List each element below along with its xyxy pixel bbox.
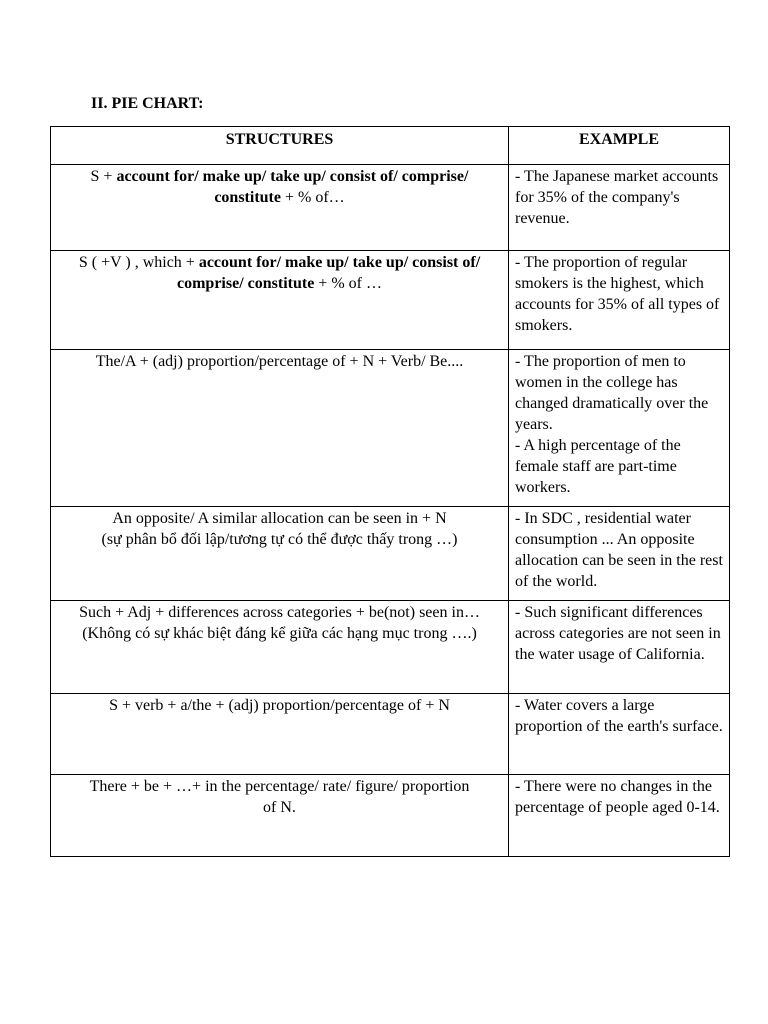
- structure-text: + % of …: [314, 275, 382, 292]
- structure-cell: [51, 601, 509, 694]
- table-row: [51, 507, 730, 601]
- table-row: [51, 601, 730, 694]
- structure-verbs: constitute: [214, 189, 281, 206]
- example-cell: [509, 350, 730, 507]
- structure-text: of N.: [263, 799, 296, 816]
- structure-text: S +: [90, 168, 117, 185]
- example-text: - The Japanese market accounts for 35% of the company's revenue.: [515, 168, 719, 227]
- structure-text: S ( +V ) , which +: [78, 254, 199, 271]
- example-text: - Water covers a large proportion of the earth's surface.: [515, 697, 723, 735]
- example-cell: [509, 775, 730, 857]
- structure-text: S + verb + a/the + (adj) proportion/percentage of + N: [109, 697, 450, 714]
- structure-verbs: comprise/ constitute: [177, 275, 315, 292]
- example-text: - The proportion of regular smokers is the highest, which accounts for 35% of all types of smokers.: [515, 254, 720, 334]
- example-cell: [509, 251, 730, 350]
- structure-text: There + be + …+ in the percentage/ rate/ figure/ proportion: [89, 778, 470, 795]
- structures-header: STRUCTURES: [51, 127, 509, 165]
- example-text: - A high percentage of the female staff are part-time workers.: [515, 437, 681, 496]
- example-text: - There were no changes in the percentage of people aged 0-14.: [515, 778, 720, 816]
- table-row: [51, 694, 730, 775]
- page-heading: II. PIE CHART:: [91, 95, 204, 112]
- example-cell: [509, 694, 730, 775]
- structure-cell: [51, 775, 509, 857]
- table-row: [51, 350, 730, 507]
- example-cell: [509, 507, 730, 601]
- table-header-row: [51, 127, 730, 165]
- structure-text: The/A + (adj) proportion/percentage of + N + Verb/ Be....: [95, 353, 464, 370]
- structure-cell: [51, 251, 509, 350]
- example-header: EXAMPLE: [509, 127, 730, 165]
- structure-text: + % of…: [280, 189, 345, 206]
- structure-verbs: account for/ make up/ take up/ consist of/ comprise/: [116, 168, 469, 185]
- example-text: - Such significant differences across categories are not seen in the water usage of California.: [515, 604, 721, 663]
- structure-text: An opposite/ A similar allocation can be seen in + N: [112, 510, 447, 527]
- structure-text: Such + Adj + differences across categories + be(not) seen in…: [79, 604, 480, 621]
- structure-translation: (Không có sự khác biệt đáng kể giữa các hạng mục trong ….): [82, 625, 477, 642]
- example-cell: [509, 165, 730, 251]
- structure-translation: (sự phân bổ đối lập/tương tự có thể được thấy trong …): [101, 531, 458, 548]
- example-text: - The proportion of men to women in the college has changed dramatically over the years.: [515, 353, 709, 433]
- table-row: [51, 251, 730, 350]
- structure-verbs: account for/ make up/ take up/ consist of/: [198, 254, 481, 271]
- table-row: [51, 165, 730, 251]
- example-text: - In SDC , residential water consumption ... An opposite allocation can be seen in the rest of the world.: [515, 510, 723, 590]
- table-row: [51, 775, 730, 857]
- example-cell: [509, 601, 730, 694]
- structure-cell: [51, 350, 509, 507]
- structure-cell: [51, 507, 509, 601]
- structures-table: [50, 126, 730, 857]
- structure-cell: [51, 165, 509, 251]
- structure-cell: [51, 694, 509, 775]
